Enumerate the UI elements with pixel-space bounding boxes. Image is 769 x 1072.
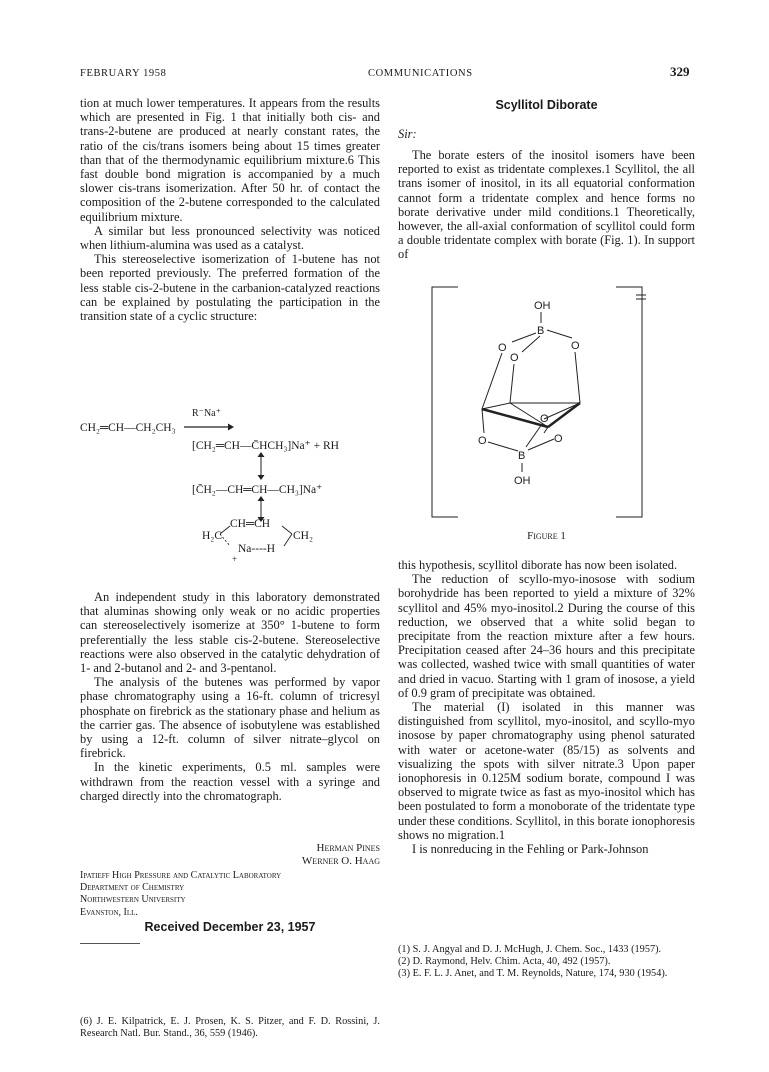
footnote-1: (1) S. J. Angyal and D. J. McHugh, J. Chem. Soc., 1433 (1957).	[398, 944, 662, 955]
left-column-top	[80, 96, 380, 323]
intermediate-1: [CH₂═CH—C̄HCH₃]Na⁺ + RH	[192, 440, 339, 452]
svg-text:O: O	[498, 342, 507, 354]
author-name: Werner O. Haag	[301, 855, 380, 867]
affiliation	[80, 870, 281, 919]
affiliation-line: Evanston, Ill.	[80, 906, 138, 918]
author-name: Herman Pines	[316, 842, 380, 854]
paragraph: A similar but less pronounced selectivity was noticed when lithium-alumina was used as a catalyst.	[80, 223, 380, 253]
ring-charge: +	[232, 554, 238, 564]
page-number: 329	[670, 64, 690, 79]
paragraph: The material (I) isolated in this manner was distinguished from scyllitol, myo-inositol, and scyllo-myo inosose by paper chromatography using phenol saturated with water or acetone-water (85/15) as solvents and visualizing the spots with silver nitrate.3 Upon paper ionophoresis in 0.125M sodium borate, compound I was observed to migrate twice as fast as myo-inositol which has been postulated to form a monoborate of the tridentate type under these conditions. Scyllitol, in this borate ionophoresis shows no migration.1	[398, 700, 695, 842]
figure-caption: Figure 1	[527, 530, 566, 542]
paragraph: this hypothesis, scyllitol diborate has now been isolated.	[398, 558, 678, 572]
svg-text:O: O	[554, 433, 563, 445]
figure-1	[430, 285, 650, 525]
article-title: Scyllitol Diborate	[495, 98, 598, 112]
affiliation-line: Ipatieff High Pressure and Catalytic Laboratory	[80, 870, 282, 881]
affiliation-line: Department of Chemistry	[80, 882, 185, 894]
paragraph: The analysis of the butenes was performed by vapor phase chromatography using a 16-ft. column of tricresyl phosphate on firebrick as the stationary phase and helium as the carrier gas. The absence of isobutylene was established by using a 12-ft. column of silver nitrate–glycol on firebrick.	[80, 675, 380, 761]
paragraph: I is nonreducing in the Fehling or Park-Johnson	[412, 842, 649, 857]
footnotes	[398, 944, 695, 981]
paragraph: This stereoselective isomerization of 1-butene has not been reported previously. The preferred formation of the less stable cis-2-butene in the carbanion-catalyzed reactions can be explained by postulating the participation in the transition state of a cyclic structure:	[80, 252, 380, 324]
paragraph: The reduction of scyllo-myo-inosose with sodium borohydride has been reported to yield a mixture of 32% scyllitol and 45% myo-inositol.2 During the course of this reduction, we observed that a white solid began to precipitate from the reaction mixture after a few hours. Precipitation ceased after 24–36 hours and this precipitate was collected, washed twice with small quantities of water and dried in vacuo. Starting with 1 gram of inosose, a yield of 0.9 gram of precipitate was obtained.	[398, 572, 695, 700]
paragraph: The borate esters of the inositol isomers have been reported to exist as tridentate complexes.1 Scyllitol, the all trans isomer of inositol, in its all equatorial conformation cannot form a tridentate complex and hence forms no borate derivative under mild conditions.1 Theoretically, however, the all-axial conformation of scyllitol could form a double tridentate complex with borate (Fig. 1). In support of	[398, 148, 695, 262]
hydroxyl-bottom: OH	[514, 475, 531, 487]
svg-text:O: O	[478, 435, 487, 447]
ring-left: H₂C	[202, 530, 222, 542]
paragraph: An independent study in this laboratory demonstrated that aluminas showing only weak or no acidic properties can stereoselectively isomerize at 350° 1-butene to form preferentially the less stable cis-2-butene. Stereoselective reactions were also observed in the catalytic dehydration of 1- and 2-butanol and 2- and 3-pentanol.	[80, 590, 380, 676]
paragraph: tion at much lower temperatures. It appears from the results which are presented in Fig. 1 that initially both cis- and trans-2-butene are produced at nearly constant rates, the ratio of the cis/trans isomers being about 15 times greater than that of the thermodynamic equilibrium mixture.6 This fast double bond migration is accompanied by a much slower cis-trans isomerization. After 50 hr. of contact the composition of the 2-butene corresponded to the calculated equilibrium mixture.	[80, 96, 380, 224]
svg-text:O: O	[510, 352, 519, 364]
footnote-rule	[80, 943, 140, 944]
reaction-arrow	[184, 422, 234, 432]
right-column-bottom	[398, 558, 695, 856]
right-column-top	[398, 148, 695, 262]
left-column-bottom	[80, 590, 380, 803]
footnote-3: (3) E. F. L. J. Anet, and T. M. Reynolds, Nature, 174, 930 (1954).	[398, 968, 668, 980]
cyclic-bonds	[218, 520, 298, 554]
paragraph: In the kinetic experiments, 0.5 ml. samples were withdrawn from the reaction vessel with a syringe and charged directly into the chromatograph.	[80, 760, 380, 803]
reaction-scheme	[80, 408, 390, 578]
footnote-6: (6) J. E. Kilpatrick, E. J. Prosen, K. S. Pitzer, and F. D. Rossini, J. Research Natl. Bur. Stand., 36, 559 (1946).	[80, 1016, 380, 1040]
running-header-date: FEBRUARY 1958	[80, 68, 167, 79]
boron-top: B	[537, 325, 545, 337]
affiliation-line: Northwestern University	[80, 894, 186, 906]
running-header-section: COMMUNICATIONS	[368, 68, 473, 79]
author-block	[80, 842, 380, 868]
diborate-structure	[430, 285, 650, 525]
hydroxyl-top: OH	[534, 300, 551, 312]
footnote-2: (2) D. Raymond, Helv. Chim. Acta, 40, 492 (1957).	[398, 956, 611, 968]
equilibrium-arrow	[256, 452, 266, 480]
reactant-formula: CH₂═CH—CH₂CH₃	[80, 422, 176, 434]
boron-bottom: B	[518, 450, 526, 462]
ring-top: CH═CH	[230, 518, 271, 530]
intermediate-2: [C̄H₂—CH═CH—CH₃]Na⁺	[192, 484, 323, 496]
ring-right: CH₂	[293, 530, 313, 542]
svg-text:O: O	[540, 413, 549, 425]
received-date: Received December 23, 1957	[144, 920, 316, 934]
ring-bottom: Na----H	[238, 543, 276, 555]
reagent-label: R⁻Na⁺	[192, 408, 221, 419]
svg-text:O: O	[571, 340, 580, 352]
salutation: Sir:	[398, 127, 417, 141]
